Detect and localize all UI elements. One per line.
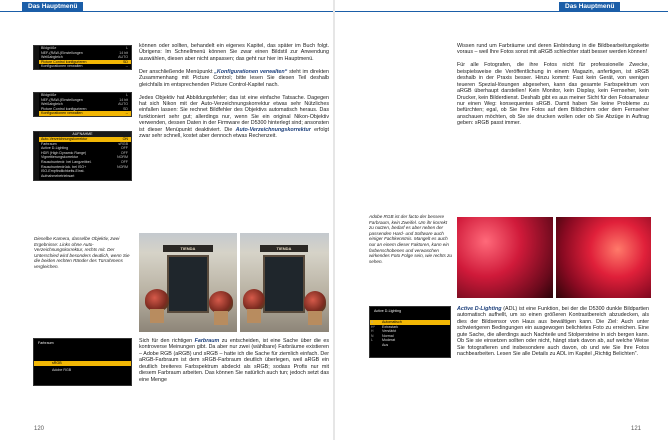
photo-argb-flower bbox=[556, 217, 651, 298]
menu-row: Vignettierungskorrektur NORM bbox=[41, 155, 128, 160]
body-text-upper bbox=[139, 43, 329, 146]
shop-sign: TIENDA bbox=[260, 245, 308, 252]
flower-plant bbox=[145, 289, 169, 311]
menu-row-selected: Auto-Verzeichnungskorrektur ON bbox=[34, 137, 131, 142]
camera-menu-color-space bbox=[33, 338, 132, 386]
right-page bbox=[335, 0, 668, 440]
camera-menu-active-d-lighting bbox=[369, 306, 451, 358]
door bbox=[263, 255, 305, 313]
body-text-lower bbox=[457, 306, 649, 364]
menu-row: L Moderat bbox=[371, 338, 396, 343]
menu-row: H* Extrastark bbox=[371, 324, 399, 329]
menu-row: Farbraum sRGB bbox=[41, 141, 128, 146]
menu-row: ISO-Empfindlichkeits-Einst. bbox=[41, 169, 85, 174]
photo-srgb-flower bbox=[457, 217, 553, 298]
menu-row-selected: Picture Control konfigurieren SD bbox=[34, 60, 131, 65]
shop-sign: TIENDA bbox=[163, 245, 213, 252]
flower-pot bbox=[214, 311, 228, 325]
menu-row-selected: sRGB bbox=[34, 361, 131, 366]
left-page bbox=[0, 0, 333, 440]
paragraph: können oder sollten, behandelt ein eigenes Kapitel, das später im Buch folgt. Übrigens: Im Schnellmenü können Sie zwar einen Bildstil zur Anwendung auswählen, diesen aber nicht anpassen; das geht nur hier im Hauptmenü. bbox=[139, 43, 329, 62]
flower-plant bbox=[243, 289, 265, 311]
camera-menu-picture-control bbox=[33, 45, 132, 70]
page-number: 120 bbox=[34, 426, 45, 432]
flower-pot bbox=[247, 309, 261, 323]
menu-title: Active D-Lighting bbox=[374, 309, 402, 313]
section-title: Das Hauptmenü bbox=[22, 2, 83, 11]
body-text-lower bbox=[139, 338, 329, 390]
menu-row: H Verstärkt bbox=[371, 329, 397, 334]
section-title: Das Hauptmenü bbox=[559, 2, 620, 11]
menu-row: Aufnahmebetriebsart bbox=[41, 173, 75, 178]
menu-row: Rauschunterdr. bei Langzeitbel. OFF bbox=[41, 159, 128, 164]
menu-row: Bildgröße L bbox=[41, 46, 128, 50]
menu-row-selected: A Automatisch bbox=[370, 320, 450, 325]
camera-menu-shooting bbox=[33, 131, 132, 181]
menu-row-selected: Konfigurationen verwalten -- bbox=[34, 111, 131, 116]
figure-caption-color-space: Adobe RGB ist der facto der bessere Farbraum, kein Zweifel. Um ihr korrekt zu nutzen, bedarf es aber neben der passenden Hard- und Software auch einiger Fachkenntnis. Mangelt es auch nur an einem dieser Faktoren, kann ein farbenschobenes und verwaschen wirkendes Foto Folge sein, wie rechts zu sehen. bbox=[369, 214, 452, 264]
photo-with-correction bbox=[240, 233, 329, 332]
menu-row: Picture Control konfigurieren SD bbox=[41, 106, 128, 111]
menu-row: NEF-(RAW-)Einstellungen 14 bit bbox=[41, 97, 128, 102]
flower-plant bbox=[209, 291, 233, 313]
menu-title: Farbraum bbox=[38, 341, 54, 345]
menu-row: Weißabgleich AUTO bbox=[41, 102, 128, 107]
flower-plant bbox=[304, 291, 326, 313]
paragraph: Sich für den richtigen Farbraum zu entscheiden, ist eine Sache über die es kontroverse Meinungen gibt. Da aber nur zwei (wählbare) Farbräume existieren – Adobe RGB (aRGB) und sRGB – hatte ich die Sache für ziemlich einfach. Der aRGB-Farbraum ist dem sRGB-Farbraum deutlich überlegen, weil aRGB ein deutlich breiteres Farbspektrum abdeckt als sRGB; sodass Profis nur mit diesem Farbraum arbeiten. Das können Sie natürlich auch tun; jedoch setzt das eine Menge bbox=[139, 338, 329, 383]
menu-row: Aus bbox=[382, 342, 389, 347]
menu-row: Weißabgleich AUTO bbox=[41, 55, 128, 60]
menu-row: NEF-(RAW-)Einstellungen 14 bit bbox=[41, 50, 128, 55]
paragraph: Wissen rund um Farbräume und deren Einbindung in die Bildbearbeitungskette voraus – weil Ihre Fotos sonst mit aRGB schlechter statt besser werden können! bbox=[457, 43, 649, 56]
paragraph: Jedes Objektiv hat Abbildungsfehler; das ist eine einfache Tatsache. Dagegen hat sich Nikon mit der Auto-Verzeichnungskorrektur etwas sehr Nützliches einfallen lassen: Sie rechnet Bildfehler des Objektivs automatisch heraus. Das funktioniert sehr gut; allerdings nur, wenn Sie ein original Nikon-Objektiv verwenden, dessen Daten in der Firmware der D5300 hinterlegt sind; ansonsten ist dieser Menüpunkt deaktiviert. Die Auto-Verzeichnungskorrektur erfolgt zwar sehr schnell, kostet aber dennoch etwas Rechenzeit. bbox=[139, 94, 329, 140]
header-rule bbox=[0, 11, 333, 12]
menu-icon-strip bbox=[34, 93, 39, 116]
door bbox=[167, 255, 209, 313]
menu-row: Adobe RGB bbox=[52, 367, 72, 372]
paragraph: Für alle Fotografen, die ihre Fotos nicht für professionelle Zwecke, beispielsweise die Veröffentlichung in einem Magazin, anfertigen, ist sRGB deshalb in der Praxis besser. Hinzu kommt: Fast kein Gerät, von wenigen teueren Spezial-lösungen abgesehen, kann das gesamte Farbspektrum von aRGB überhaupt darstellen! Kein Monitor, kein Display, kein Fernseher, kein Drucker, kein Bilderdienst. Deshalb gibt es aus meiner Sicht für den Fotoamateur nur einen Weg: konsequentes sRGB. Damit haben Sie keine Probleme zu befürchten; egal, ob Sie Ihre Fotos auf dem Bildschirm oder dem Fernseher anschauen möchten, ob Sie sie drucken wollen oder ob Sie Abzüge in Auftrag geben: sRGB passt immer. bbox=[457, 62, 649, 127]
paragraph: Der anschließende Menüpunkt „Konfigurationen verwalten“ steht im direkten Zusammenhang mit Picture Control; bitte lesen Sie diesen Teil deshalb gleichfalls im entsprechenden Picture Control-Kapitel nach. bbox=[139, 68, 329, 88]
menu-row: Konfigurationen verwalten -- bbox=[41, 64, 128, 69]
flower-pot bbox=[150, 309, 164, 323]
flower-pot bbox=[308, 311, 322, 325]
menu-title: AUFNAHME bbox=[34, 132, 131, 137]
body-text-upper bbox=[457, 43, 649, 133]
header-rule bbox=[335, 11, 668, 12]
camera-menu-manage-configs bbox=[33, 92, 132, 117]
menu-row: N Normal bbox=[371, 333, 394, 338]
menu-row: Rauschunterdrück. bei ISO+ NORM bbox=[41, 164, 128, 169]
page-number: 121 bbox=[631, 426, 642, 432]
menu-icon-strip bbox=[34, 46, 39, 69]
menu-row: Active D-Lighting OFF bbox=[41, 146, 128, 151]
paragraph: Active D-Lighting (ADL) ist eine Funktion, bei der die D5300 dunkle Bildpartien automatisch aufhellt, um so einen größeren Kontrastbereich abzudecken, als dies der Bildsensor von Haus aus bewältigen kann. Die Ziel: Auch unter schwierigeren Bedingungen ein ausgewogen belichtetes Foto zu erreichen. Eine gute Sache, die allerdings auch Nachteile und Stolpersteine in sich bergen kann. Ob Sie sie einsetzen sollten oder nicht, hängt stark davon ab, auf welche Weise Sie fotografieren und insbesondere auch davon, ob und wie Sie Ihre Fotos nachbearbeiten. Lesen Sie alle Details zu ADL im Kapitel „Richtig Belichten“. bbox=[457, 306, 649, 358]
menu-row: Bildgröße L bbox=[41, 93, 128, 97]
photo-without-correction bbox=[139, 233, 237, 332]
figure-caption-distortion: Dieselbe Kamera, dasselbe Objektiv, zwei Ergebnisse: Links ohne Auto-Verzeichnungskorrektur, rechts mit. Der Unterschied wird besonders deutlich, wenn Sie die beiden rechten Ränder des Türrahmens vergleichen. bbox=[34, 236, 130, 269]
menu-icon-strip bbox=[34, 132, 39, 180]
menu-row: HDR (High Dynamic Range) OFF bbox=[41, 150, 128, 155]
